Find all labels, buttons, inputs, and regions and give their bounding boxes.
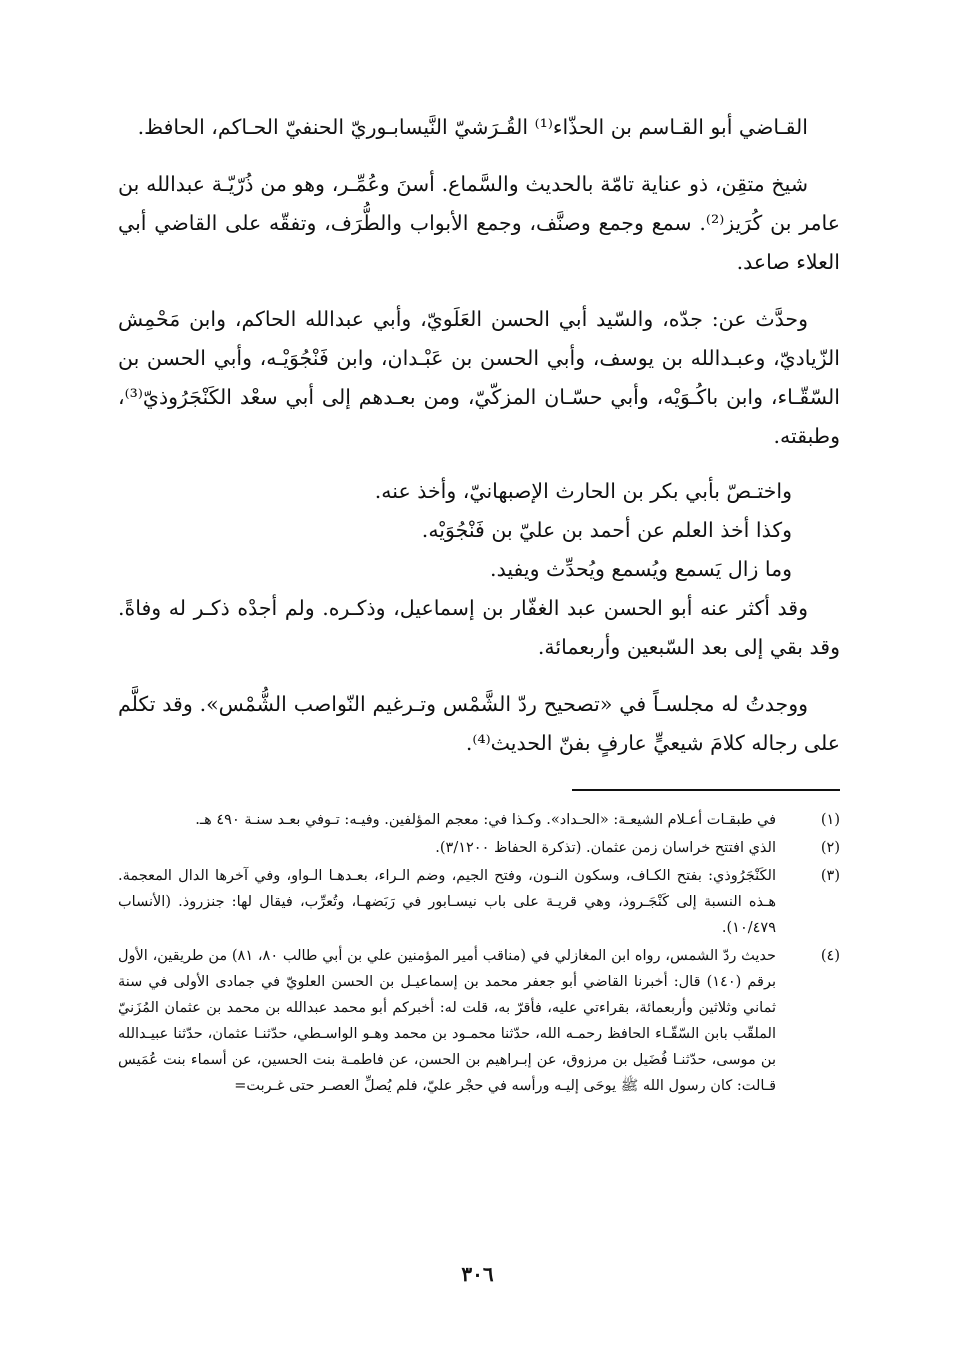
footnote [118, 943, 840, 1099]
footnote-text: الكَنْجَرُوذي: بفتح الكـاف، وسكون النـون، وفتح الجيم، وضم الـراء، بعـدهـا الـواو، وفي آخرها الدال المعجمة. هـذه النسبة إلى كَنْجَـروذ، وهي قريـة على باب نيسـابور في رَبَضهـا، وتُعرِّب، فيقال لها: جنزروذ. (الأنساب ١٠/٤٧٩). [118, 868, 776, 936]
main-text [118, 108, 840, 763]
paragraph-line: وكذا أخذ العلم عن أحمد بن عليّ بن فَنْجُوَيْه. [421, 518, 792, 542]
page-number: ٣٠٦ [461, 1262, 494, 1286]
footnote-divider [572, 789, 840, 791]
paragraph-heading: القـاضي أبو القـاسم بن الحذّاء⁽¹⁾ القُـرَشيّ النَّيسابـوريّ الحنفيّ الحـاكم، الحافظ. [137, 115, 808, 139]
footnote-text: الذي افتتح خراسان زمن عثمان. (تذكرة الحفاظ ٣/١٢٠٠). [435, 840, 776, 856]
page [118, 108, 840, 1115]
paragraph-line: وما زال يَسمع ويُسمع ويُحدِّث ويفيد. [490, 557, 792, 581]
footnote-number: (١) [820, 812, 840, 828]
paragraph: وحدَّث عن: جدّه، والسّيد أبي الحسن العَلَويّ، وأبي عبدالله الحاكم، وابن مَحْمِش الزّياديّ، وعبـدالله بن يوسف، وأبي الحسن بن عَبْـدان، وابن فَنْجُوَيْـه، وأبي الحسن بن السّقّـاء، وابن باكُـوَيْه، وأبي حسّـان المزكّيّ، ومن بعـدهم إلى أبي سعْد الكَنْجَرُوذيّ⁽³⁾، وطبقته. [118, 307, 840, 448]
footnote-number: (٤) [820, 948, 840, 964]
paragraph: شيخ متقِن، ذو عناية تامّة بالحديث والسَّماع. أسنَ وعُمِّـر، وهو من ذُرّيّـة عبدالله بن عامر بن كُرَيز⁽²⁾. سمع وجمع وصنَّف، وجمع الأبواب والطُّرَف، وتفقّه على القاضي أبي العلاء صاعد. [118, 172, 840, 274]
paragraph-line: واختـصّ بأبي بكر بن الحارث الإصبهانيّ، وأخذ عنه. [374, 479, 792, 503]
paragraph-block [118, 472, 840, 667]
footnote [118, 835, 840, 861]
paragraph: ووجدتُ له مجلسـاً في «تصحيح ردّ الشَّمْس وتـرغيم النّواصب الشُّمْس». وقد تكلَّم على رجاله كلامَ شيعيٍّ عارفٍ بفنّ الحديث⁽⁴⁾. [118, 692, 840, 755]
footnote-text: حديث ردّ الشمس، رواه ابن المغازلي في (مناقب أمير المؤمنين علي بن أبي طالب ٨٠، ٨١) من طريقين، الأول برقم (١٤٠) قال: أخبرنا القاضي أبو جعفر محمد بن إسماعيـل بن الحسن العلويّ في جمادى الأولى في سنة ثماني وثلاثين وأربعمائة، بقراءتي عليه، فأقرّ به، قلت له: أخبركم أبو محمد عبدالله بن محمد بن عثمان المُزَنيّ الملقّب بابن السّقّـاء الحافظ رحمـه الله، حدّثنا محمـود بن محمد وهـو الواسـطي، حدّثنـا عثمان، حدّثنا عبيـدالله بن موسى، حدّثنـا فُضَيل بن مرزوق، عن إبـراهيم بن الحسن، عن فاطمـة بنت الحسين، عن أسماء بنت عُمَيس قـالت: كان رسول الله ﷺ يوحَى إليـه ورأسه في حجْر عليّ، فلم يُصلِّ العصـر حتى غـربت= [118, 948, 776, 1094]
paragraph: وقد أكثر عنه أبو الحسن عبد الغفّار بن إسماعيل، وذكـره. ولم أجدْه ذكـر له وفاةً. وقد بقي إلى بعد السّبعين وأربعمائة. [118, 596, 840, 659]
footnote [118, 807, 840, 833]
footnote-number: (٢) [820, 840, 840, 856]
footnote-text: في طبقـات أعـلام الشيعـة: «الحـداد». وكـذا في: معجم المؤلفين. وفيـه: تـوفي بعـد سنـة ٤٩٠ هـ. [195, 812, 776, 828]
footnote [118, 863, 840, 941]
footnote-number: (٣) [820, 868, 840, 884]
footnotes [118, 807, 840, 1099]
